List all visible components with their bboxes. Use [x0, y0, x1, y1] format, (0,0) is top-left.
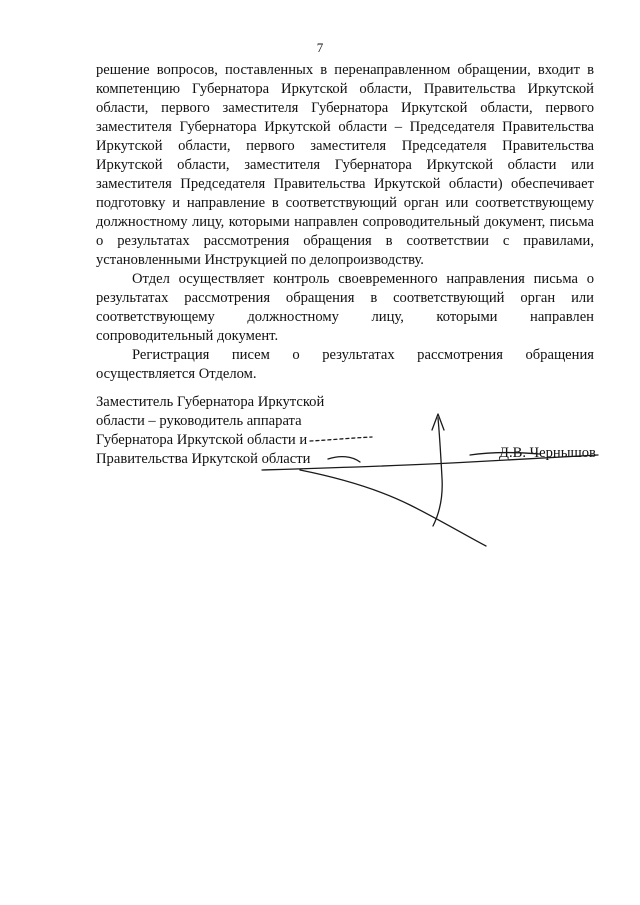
- signatory-title: [96, 393, 324, 469]
- signatory-title-line: Заместитель Губернатора Иркутской: [96, 394, 325, 410]
- document-body: [96, 61, 594, 384]
- signatory-title-line: Губернатора Иркутской области и: [96, 432, 308, 448]
- page-number: 7: [316, 40, 324, 55]
- signatory-name: Д.В. Чернышов: [499, 445, 596, 461]
- paragraph-continuation: решение вопросов, поставленных в перенаправленном обращении, входит в компетенцию Губернатора Иркутской области, Правительства Иркутской области, первого заместителя Губернатора Иркутской области, первого заместителя Губернатора Иркутской области – Председателя Правительства Иркутской области, первого заместителя Председателя Правительства Иркутской области, заместителя Губернатора Иркутской области или заместителя Председателя Правительства Иркутской области) обеспечивает подготовку и направление в соответствующий орган или соответствующему должностному лицу, которыми направлен сопроводительный документ, письма о результатах рассмотрения обращения в соответствии с правилами, установленными Инструкцией по делопроизводству.: [96, 62, 594, 268]
- paragraph-control: Отдел осуществляет контроль своевременного направления письма о результатах рассмотрения обращения в соответствующий орган или соответствующему должностному лицу, которыми направлен сопроводительный документ.: [96, 271, 594, 344]
- signatory-title-line: области – руководитель аппарата: [96, 413, 302, 429]
- signatory-title-line: Правительства Иркутской области: [96, 451, 311, 467]
- paragraph-registration: Регистрация писем о результатах рассмотрения обращения осуществляется Отделом.: [96, 347, 594, 382]
